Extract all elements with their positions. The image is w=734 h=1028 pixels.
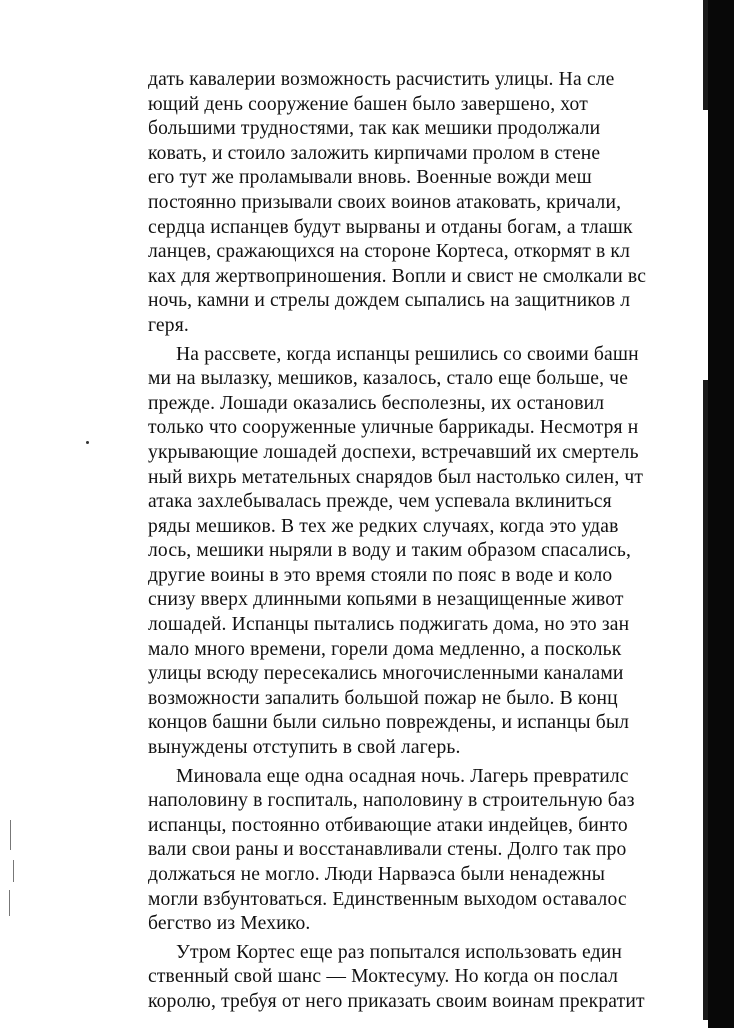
margin-scratch bbox=[13, 860, 14, 882]
text-line: мало много времени, горели дома медленно, а поскольк bbox=[148, 638, 622, 660]
text-line: лошадей. Испанцы пытались поджигать дома, но это зан bbox=[148, 614, 630, 636]
text-line: атака захлебывалась прежде, чем успевала вклиниться bbox=[148, 491, 612, 513]
paragraph bbox=[148, 68, 708, 339]
text-line: снизу вверх длинными копьями в незащищенные живот bbox=[148, 589, 624, 611]
text-line: королю, требуя от него приказать своим воинам прекратит bbox=[148, 990, 645, 1012]
text-line: вали свои раны и восстанавливали стены. Долго так про bbox=[148, 839, 627, 861]
text-line: бегство из Мехико. bbox=[148, 913, 311, 935]
margin-scratch bbox=[10, 820, 11, 850]
text-line: должаться не могло. Люди Нарваэса были ненадежны bbox=[148, 864, 606, 885]
text-line: вынуждены отступить в свой лагерь. bbox=[148, 737, 461, 759]
paragraph bbox=[148, 343, 708, 761]
text-line: возможности запалить большой пожар не было. В конц bbox=[148, 687, 618, 709]
margin-scratch bbox=[9, 890, 10, 916]
text-line: прежде. Лошади оказались бесполезны, их остановил bbox=[148, 392, 605, 414]
text-line: дать кавалерии возможность расчистить улицы. На сле bbox=[148, 69, 615, 90]
text-line: лось, мешики ныряли в воду и таким образом спасались, bbox=[148, 540, 632, 562]
text-line: ный вихрь метательных снарядов был настолько силен, чт bbox=[148, 466, 644, 488]
text-line: сердца испанцев будут вырваны и отданы богам, а тлашк bbox=[148, 216, 633, 238]
text-line: испанцы, постоянно отбивающие атаки индейцев, бинто bbox=[148, 814, 628, 836]
text-line: ряды мешиков. В тех же редких случаях, когда это удав bbox=[148, 515, 619, 537]
text-line: ках для жертвоприношения. Вопли и свист не смолкали вс bbox=[148, 265, 647, 287]
text-line: его тут же проламывали вновь. Военные вожди меш bbox=[148, 167, 592, 189]
body-text bbox=[148, 68, 708, 1015]
paragraph bbox=[148, 941, 708, 1015]
text-line: большими трудностями, так как мешики продолжали bbox=[148, 118, 601, 140]
text-line: ми на вылазку, мешиков, казалось, стало еще больше, че bbox=[148, 368, 629, 390]
text-line: постоянно призывали своих воинов атаковать, кричали, bbox=[148, 191, 622, 213]
text-line: укрывающие лошадей доспехи, встречавший их смертель bbox=[148, 441, 639, 463]
text-line: ющий день сооружение башен было завершено, хот bbox=[148, 93, 588, 115]
scan-speck bbox=[86, 441, 89, 444]
text-line: Миновала еще одна осадная ночь. Лагерь превратилс bbox=[176, 765, 629, 787]
text-line: ночь, камни и стрелы дождем сыпались на защитников л bbox=[148, 290, 631, 312]
paragraph bbox=[148, 765, 708, 937]
text-line: На рассвете, когда испанцы решились со своими башн bbox=[176, 343, 639, 365]
text-line: ственный свой шанс — Моктесуму. Но когда он послал bbox=[148, 966, 619, 988]
text-line: могли взбунтоваться. Единственным выходом оставалос bbox=[148, 888, 627, 910]
text-line: улицы всюду пересекались многочисленными каналами bbox=[148, 663, 624, 685]
text-line: Утром Кортес еще раз попытался использовать един bbox=[176, 941, 622, 963]
text-line: геря. bbox=[148, 314, 189, 336]
text-line: ковать, и стоило заложить кирпичами пролом в стене bbox=[148, 142, 601, 164]
text-line: ланцев, сражающихся на стороне Кортеса, откормят в кл bbox=[148, 241, 631, 263]
text-line: концов башни были сильно повреждены, и испанцы был bbox=[148, 712, 630, 734]
text-line: только что сооруженные уличные баррикады. Несмотря н bbox=[148, 417, 639, 439]
text-line: другие воины в это время стояли по пояс в воде и коло bbox=[148, 564, 613, 586]
binding-shadow bbox=[708, 0, 734, 1028]
text-line: наполовину в госпиталь, наполовину в строительную баз bbox=[148, 790, 635, 812]
